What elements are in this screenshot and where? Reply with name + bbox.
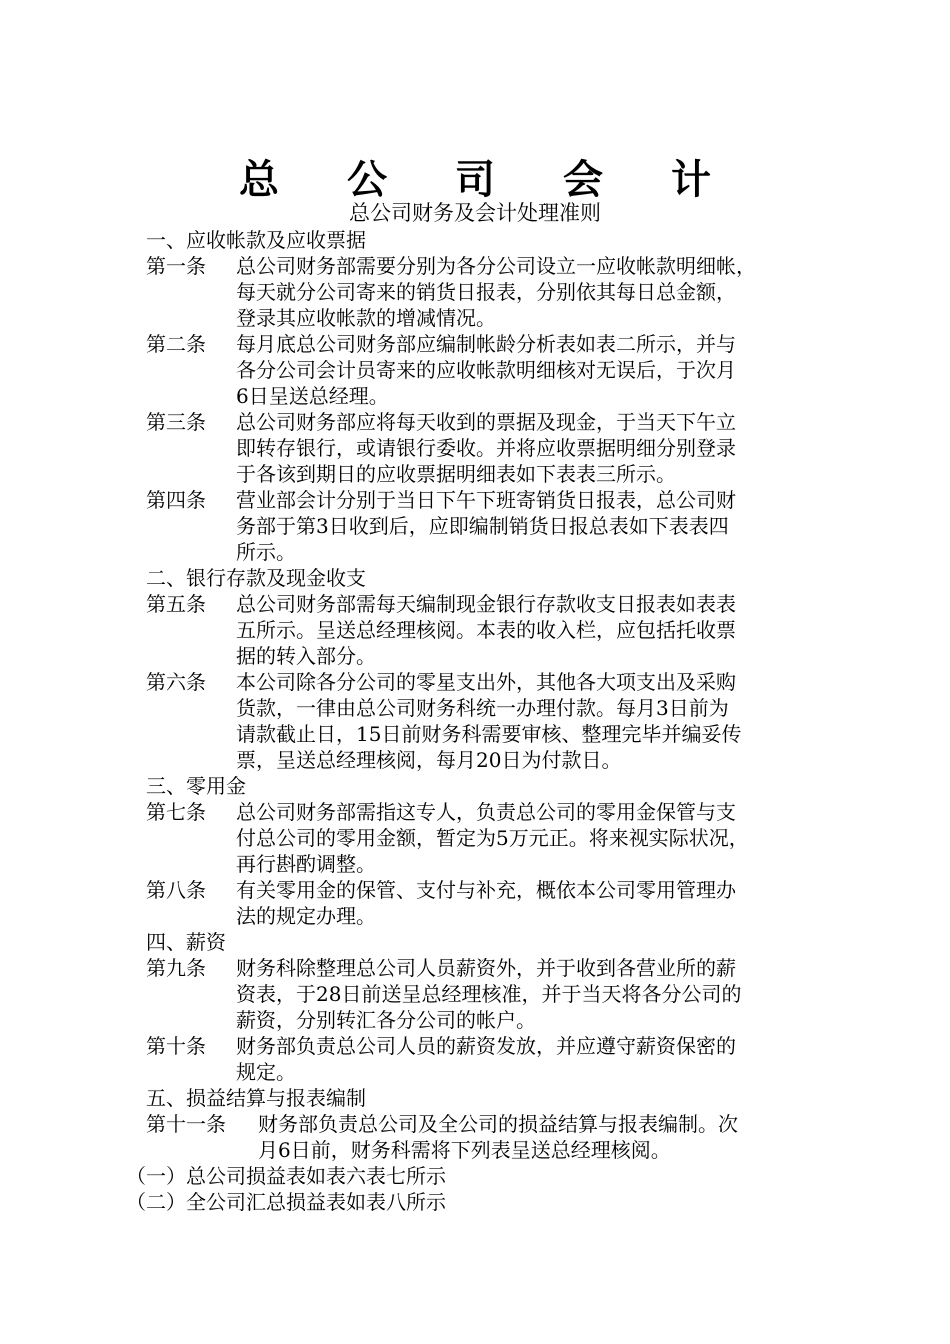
article-line: 即转存银行，或请银行委收。并将应收票据明细分别登录 [236, 436, 736, 460]
article-label: 第七条 [146, 800, 206, 824]
article [146, 669, 836, 773]
article-line: 规定。 [236, 1060, 296, 1084]
list-item: （一）总公司损益表如表六表七所示 [126, 1164, 446, 1188]
article-label: 第五条 [146, 592, 206, 616]
article-line: 资表，于28日前送呈总经理核准，并于当天将各分公司的 [236, 982, 742, 1006]
document-title: 总公司会计 [239, 157, 779, 203]
article-label: 第九条 [146, 956, 206, 980]
article [146, 1033, 836, 1085]
article [146, 877, 836, 929]
article-line: 票，呈送总经理核阅，每月20日为付款日。 [236, 748, 622, 772]
article-body [236, 253, 836, 331]
article-label: 第六条 [146, 670, 206, 694]
article-body [236, 799, 836, 877]
article-line: 营业部会计分别于当日下午下班寄销货日报表，总公司财 [236, 488, 736, 512]
article-label: 第十一条 [146, 1112, 226, 1136]
article [146, 253, 836, 331]
article-line: 法的规定办理。 [236, 904, 376, 928]
article-body [236, 1033, 836, 1085]
article-line: 有关零用金的保管、支付与补充，概依本公司零用管理办 [236, 878, 736, 902]
article-line: 本公司除各分公司的零星支出外，其他各大项支出及采购 [236, 670, 736, 694]
list-item: （二）全公司汇总损益表如表八所示 [126, 1190, 446, 1214]
article-line: 每天就分公司寄来的销货日报表，分别依其每日总金额， [236, 280, 736, 304]
article-body [258, 1111, 836, 1163]
article-line: 6日呈送总经理。 [236, 384, 389, 408]
article [146, 331, 836, 409]
article-label: 第四条 [146, 488, 206, 512]
article-line: 财务部负责总公司人员的薪资发放，并应遵守薪资保密的 [236, 1034, 736, 1058]
section-heading: 五、损益结算与报表编制 [146, 1086, 366, 1110]
article-line: 所示。 [236, 540, 296, 564]
article-line: 总公司财务部需指这专人，负责总公司的零用金保管与支 [236, 800, 736, 824]
article-line: 务部于第3日收到后，应即编制销货日报总表如下表表四 [236, 514, 729, 538]
article-label: 第二条 [146, 332, 206, 356]
article [146, 487, 836, 565]
article-line: 每月底总公司财务部应编制帐龄分析表如表二所示，并与 [236, 332, 736, 356]
article-body [236, 877, 836, 929]
article [146, 1111, 836, 1163]
article-line: 财务科除整理总公司人员薪资外，并于收到各营业所的薪 [236, 956, 736, 980]
article-line: 总公司财务部应将每天收到的票据及现金，于当天下午立 [236, 410, 736, 434]
article-body [236, 591, 836, 669]
article-body [236, 669, 836, 773]
article [146, 409, 836, 487]
article-label: 第八条 [146, 878, 206, 902]
article-line: 登录其应收帐款的增减情况。 [236, 306, 496, 330]
article-body [236, 955, 836, 1033]
article-line: 财务部负责总公司及全公司的损益结算与报表编制。次 [258, 1112, 738, 1136]
section-heading: 一、应收帐款及应收票据 [146, 228, 366, 252]
article-line: 总公司财务部需要分别为各分公司设立一应收帐款明细帐， [236, 254, 756, 278]
article-body [236, 487, 836, 565]
section-heading: 四、薪资 [146, 930, 226, 954]
article-line: 付总公司的零用金额，暂定为5万元正。将来视实际状况， [236, 826, 749, 850]
document-body [126, 227, 836, 1215]
article-line: 于各该到期日的应收票据明细表如下表表三所示。 [236, 462, 676, 486]
section-heading: 二、银行存款及现金收支 [146, 566, 366, 590]
article-label: 第一条 [146, 254, 206, 278]
article-label: 第三条 [146, 410, 206, 434]
article-line: 据的转入部分。 [236, 644, 376, 668]
article-label: 第十条 [146, 1034, 206, 1058]
article-line: 五所示。呈送总经理核阅。本表的收入栏，应包括托收票 [236, 618, 736, 642]
article-line: 再行斟酌调整。 [236, 852, 376, 876]
article-body [236, 409, 836, 487]
article-line: 货款，一律由总公司财务科统一办理付款。每月3日前为 [236, 696, 729, 720]
article-line: 总公司财务部需每天编制现金银行存款收支日报表如表表 [236, 592, 736, 616]
section-heading: 三、零用金 [146, 774, 246, 798]
article-line: 各分公司会计员寄来的应收帐款明细核对无误后，于次月 [236, 358, 736, 382]
document-subtitle: 总公司财务及会计处理准则 [349, 201, 601, 225]
article-line: 月6日前，财务科需将下列表呈送总经理核阅。 [258, 1138, 671, 1162]
article [146, 591, 836, 669]
article-line: 薪资，分别转汇各分公司的帐户。 [236, 1008, 536, 1032]
article [146, 799, 836, 877]
article-line: 请款截止日，15日前财务科需要审核、整理完毕并编妥传 [236, 722, 742, 746]
article [146, 955, 836, 1033]
article-body [236, 331, 836, 409]
